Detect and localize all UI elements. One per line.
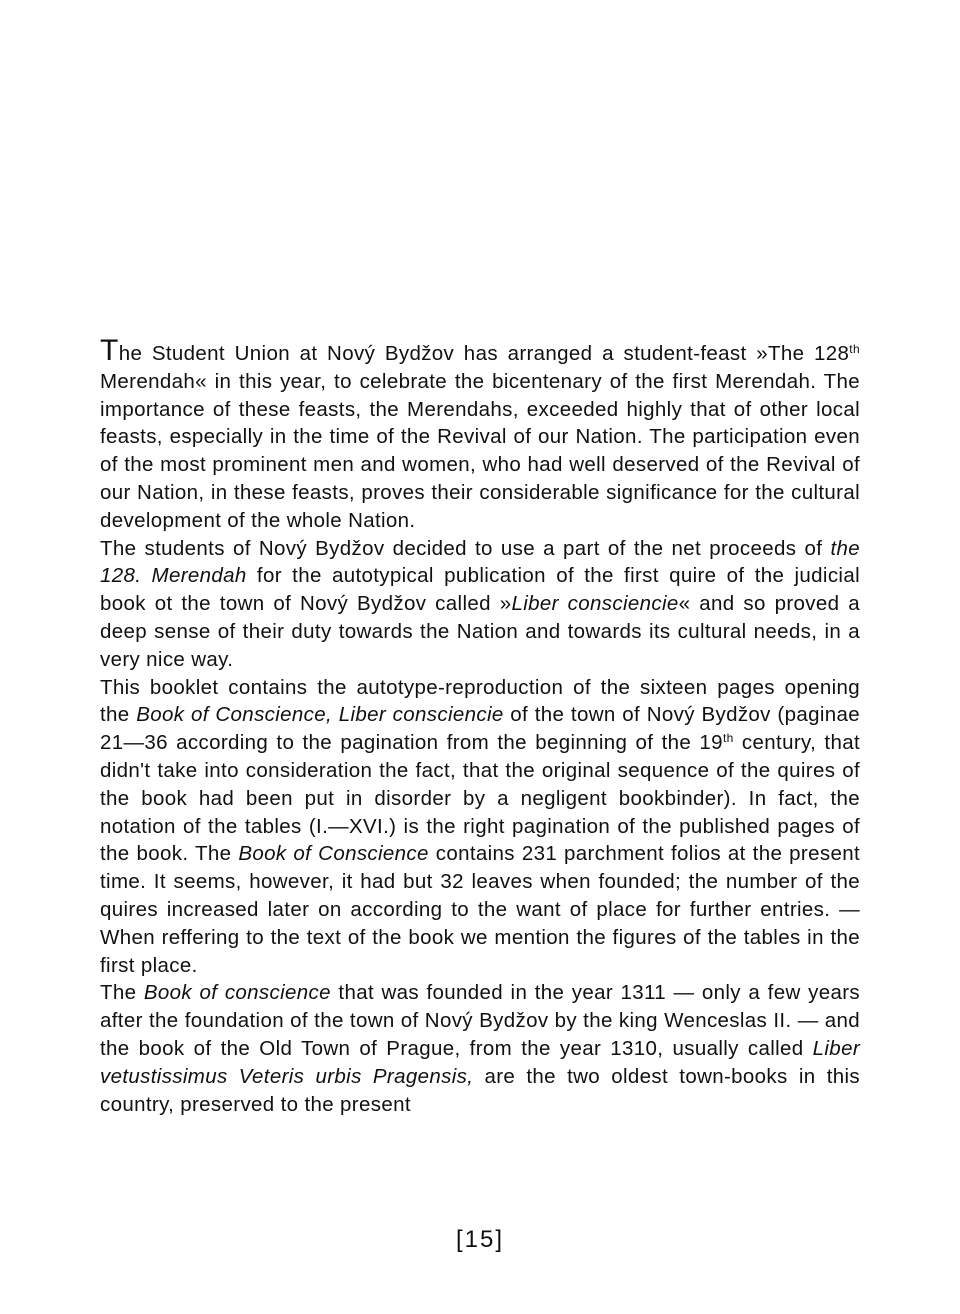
text-run: that was founded in the year 1311 — only a few years after the foundation of the town of Nový Bydžov by the king Wenceslas II. — and the book of the Old Town of Prague, from the year 1310, usually called [100,981,861,1060]
text-run: century, that didn't take into consideration the fact, that the original sequence of the quires of the book had been put in disorder by a negligent bookbinder). In fact, the notation of the tables (I.—XVI.) is the right pagination of the published pages of the book. The [100,731,860,866]
paragraph-2 [100,535,860,674]
italic-run: Book of Conscience [238,842,429,866]
paragraph-3 [100,674,860,980]
text-run: are the two oldest town-books in this country, preserved to the present [100,1064,860,1116]
italic-run: Book of conscience [143,981,331,1005]
italic-run: Liber conscienciе [511,592,679,616]
text-run: This booklet contains the autotype-reproduction of the sixteen pages opening the [100,675,860,727]
text-run: The students of Nový Bydžov decided to use a part of the net proceeds of [100,536,831,560]
superscript: th [849,342,860,356]
italic-run: Book of Conscience, Liber consciencie [136,703,504,727]
text-run: he Student Union at Nový Bydžov has arranged a student-feast »The 128 [118,342,850,365]
initial-letter: T [100,334,119,367]
text-run: « and so proved a deep sense of their duty towards the Nation and towards its cultural needs, in a very nice way. [100,592,860,671]
italic-run: Liber vetustissimus Veteris urbis Pragensis, [100,1036,860,1088]
text-run: Merendah« in this year, to celebrate the bicentenary of the first Merendah. The importance of these feasts, the Merendahs, exceeded highly that of other local feasts, especially in the time of the Revival of our Nation. The participation even of the most prominent men and women, who had well deserved of the Revival of our Nation, in these feasts, proves their considerable significance for the cultural development of the whole Nation. [100,369,860,532]
text-run: The [100,981,144,1005]
text-run: for the autotypical publication of the first quire of the judicial book ot the town of Nový Bydžov called » [100,564,860,616]
superscript: th [722,731,734,746]
text-run: contains 231 parchment folios at the present time. It seems, however, it had but 32 leaves when founded; the number of the quires increased later on according to the want of place for further entries. — When reffering to the text of the book we mention the figures of the tables in the first place. [100,842,861,977]
body-text [100,334,861,1118]
paragraph-1 [100,334,860,535]
text-run: of the town of Nový Bydžov (paginae 21—36 according to the pagination from the beginning of the 19 [100,703,861,755]
page-number: [15] [455,1226,505,1253]
italic-run: the 128. Merendah [100,536,860,588]
paragraph-4 [100,979,860,1118]
